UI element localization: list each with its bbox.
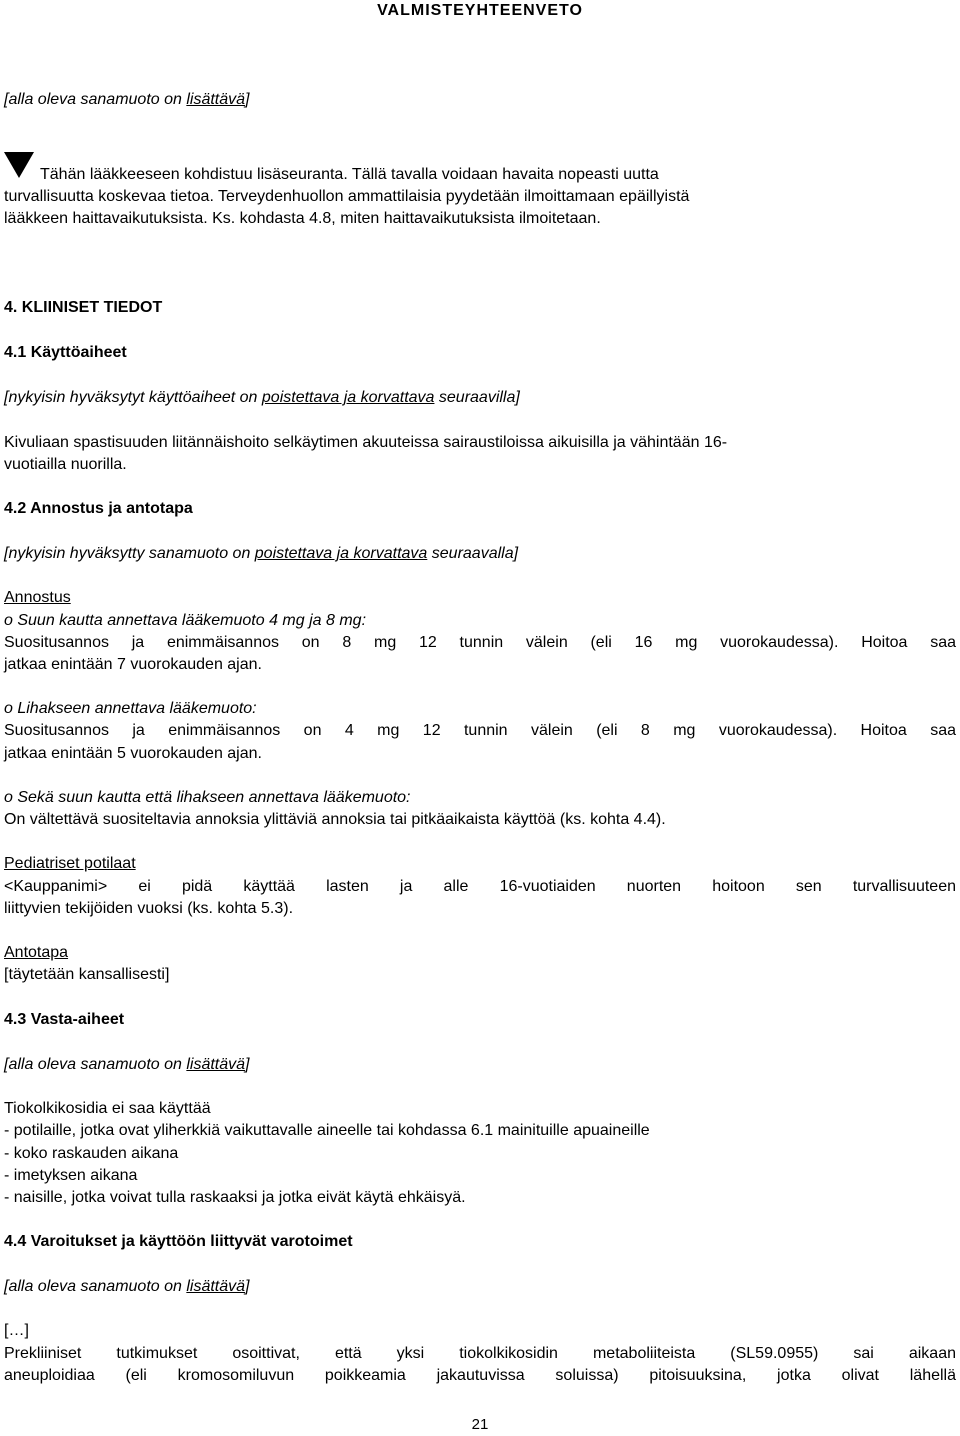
monitoring-text-line: lääkkeen haittavaikutuksista. Ks. kohdasta 4.8, miten haittavaikutuksista ilmoitetaan.	[4, 210, 601, 227]
contraindication-item: - naisille, jotka voivat tulla raskaaksi ja jotka eivät käytä ehkäisyä.	[4, 1189, 466, 1206]
monitoring-text-line: turvallisuutta koskevaa tietoa. Terveydenhuollon ammattilaisia pyydetään ilmoittamaan epäillyistä	[4, 188, 690, 205]
contraindication-item: - koko raskauden aikana	[4, 1145, 179, 1162]
note-emphasis: lisättävä	[186, 1056, 246, 1073]
body-text-line: Tiokolkikosidia ei saa käyttää	[4, 1100, 211, 1117]
note-emphasis: lisättävä	[186, 1278, 246, 1295]
note-emphasis: poistettava ja korvattava	[261, 389, 435, 406]
note-text: [nykyisin hyväksytyt käyttöaiheet on	[4, 389, 262, 406]
note-text: ]	[245, 1278, 250, 1295]
note-text: seuraavalla]	[427, 545, 519, 562]
body-text-line: jatkaa enintään 7 vuorokauden ajan.	[4, 656, 262, 673]
body-text-line: Prekliiniset tutkimukset osoittivat, että yksi tiokolkikosidin metaboliiteista (SL59.0955) sai aikaan	[4, 1345, 956, 1362]
subheading-annostus: Annostus	[4, 589, 71, 606]
note-emphasis: lisättävä	[186, 91, 246, 108]
editorial-note	[4, 1276, 250, 1298]
contraindication-item: - potilaille, jotka ovat yliherkkiä vaikuttavalle aineelle tai kohdassa 6.1 mainituille apuaineille	[4, 1122, 650, 1139]
editorial-note	[4, 89, 250, 111]
editorial-note	[4, 1054, 250, 1076]
body-text-line: <Kauppanimi> ei pidä käyttää lasten ja alle 16-vuotiaiden nuorten hoitoon sen turvallisuuteen	[4, 878, 956, 895]
note-text: seuraavilla]	[434, 389, 520, 406]
subheading-antotapa: Antotapa	[4, 944, 69, 961]
body-text-line: On vältettävä suositeltavia annoksia ylittäviä annoksia tai pitkäaikaista käyttöä (ks. kohta 4.4).	[4, 811, 666, 828]
note-text: [alla oleva sanamuoto on	[4, 1278, 187, 1295]
subsection-heading: 4.1 Käyttöaiheet	[4, 344, 127, 361]
note-text: [alla oleva sanamuoto on	[4, 1056, 187, 1073]
subsection-heading: 4.2 Annostus ja antotapa	[4, 500, 193, 517]
editorial-note	[4, 387, 520, 409]
note-emphasis: poistettava ja korvattava	[254, 545, 428, 562]
dosage-form-heading: o Lihakseen annettava lääkemuoto:	[4, 700, 257, 717]
body-text-line: liittyvien tekijöiden vuoksi (ks. kohta 5.3).	[4, 900, 294, 917]
body-text-line: jatkaa enintään 5 vuorokauden ajan.	[4, 745, 262, 762]
subsection-heading: 4.4 Varoitukset ja käyttöön liittyvät varotoimet	[4, 1233, 353, 1250]
body-text-line: Kivuliaan spastisuuden liitännäishoito selkäytimen akuuteissa sairaustiloissa aikuisilla ja vähintään 16-	[4, 434, 728, 451]
note-text: ]	[245, 1056, 250, 1073]
black-triangle-icon	[4, 152, 34, 178]
monitoring-text-line: Tähän lääkkeeseen kohdistuu lisäseuranta. Tällä tavalla voidaan havaita nopeasti uutta	[40, 166, 659, 183]
section-heading: 4. KLIINISET TIEDOT	[4, 299, 163, 316]
document-title: VALMISTEYHTEENVETO	[377, 2, 583, 19]
editorial-note	[4, 543, 518, 565]
dosage-form-heading: o Suun kautta annettava lääkemuoto 4 mg ja 8 mg:	[4, 612, 367, 629]
subsection-heading: 4.3 Vasta-aiheet	[4, 1011, 125, 1028]
contraindication-item: - imetyksen aikana	[4, 1167, 138, 1184]
body-text-line: aneuploidiaa (eli kromosomiluvun poikkeamia jakautuvissa soluissa) pitoisuuksina, jotka olivat lähellä	[4, 1367, 956, 1384]
note-text: [alla oleva sanamuoto on	[4, 91, 187, 108]
body-text-line: Suositusannos ja enimmäisannos on 4 mg 12 tunnin välein (eli 8 mg vuorokaudessa). Hoitoa saa	[4, 722, 956, 739]
note-text: ]	[245, 91, 250, 108]
body-text-line: [täytetään kansallisesti]	[4, 966, 170, 983]
body-text-line: Suositusannos ja enimmäisannos on 8 mg 12 tunnin välein (eli 16 mg vuorokaudessa). Hoitoa saa	[4, 634, 956, 651]
page-number: 21	[471, 1416, 489, 1433]
subheading-pediatric: Pediatriset potilaat	[4, 855, 136, 872]
note-text: [nykyisin hyväksytty sanamuoto on	[4, 545, 255, 562]
ellipsis-marker: […]	[4, 1322, 29, 1339]
dosage-form-heading: o Sekä suun kautta että lihakseen annettava lääkemuoto:	[4, 789, 411, 806]
body-text-line: vuotiailla nuorilla.	[4, 456, 127, 473]
